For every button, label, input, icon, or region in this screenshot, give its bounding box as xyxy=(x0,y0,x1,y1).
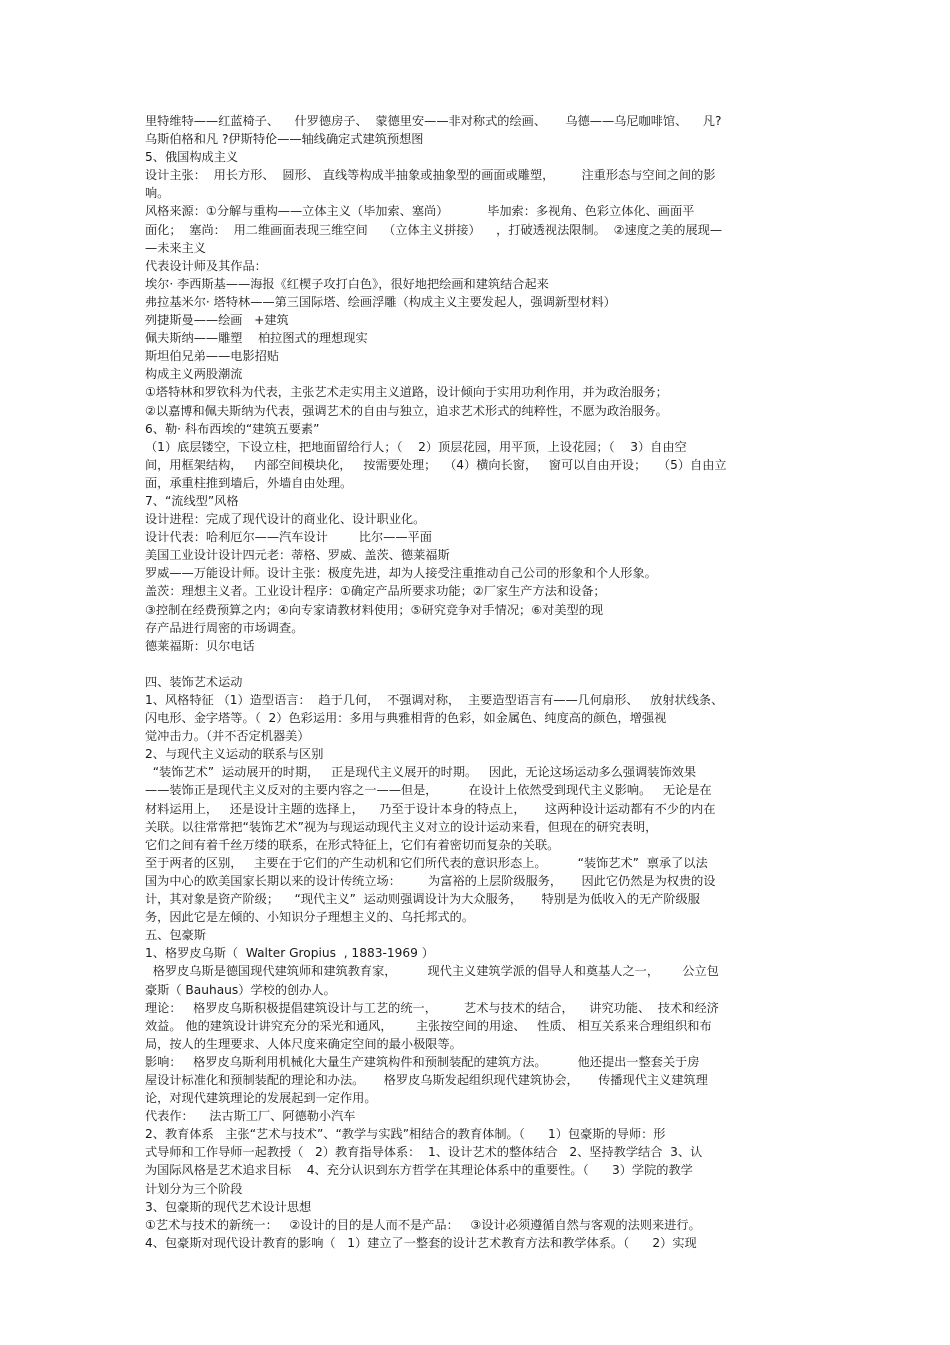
text-line: 局，按人的生理要求、人体尺度来确定空间的最小极限等。 xyxy=(145,1036,462,1051)
text-line: 效益。 他的建筑设计讲究充分的采光和通风， 主张按空间的用途、 性质、 相互关系来合理组织和布 xyxy=(145,1018,712,1033)
text-line: 至于两者的区别， 主要在于它们的产生动机和它们所代表的意识形态上。 “装饰艺术” 禀承了以法 xyxy=(145,855,708,870)
text-line: 设计进程：完成了现代设计的商业化、设计职业化。 xyxy=(145,512,426,527)
blank-line xyxy=(145,655,810,673)
text-line: 2、与现代主义运动的联系与区别 xyxy=(145,747,324,762)
text-line: 为国际风格是艺术追求目标 4、充分认识到东方哲学在其理论体系中的重要性。（ 3）学院的教学 xyxy=(145,1163,693,1178)
text-line: 觉冲击力。（并不否定机器美） xyxy=(145,729,310,744)
text-line: 代表设计师及其作品： xyxy=(145,258,267,273)
text-line: 面化； 塞尚： 用二维画面表现三维空间 （立体主义拼接） ，打破透视法限制。 ②速度之美的展现— xyxy=(145,222,723,237)
text-line: 斯坦伯兄弟——电影招贴 xyxy=(145,349,280,364)
text-line: 弗拉基米尔· 塔特林——第三国际塔、绘画浮雕（构成主义主要发起人，强调新型材料） xyxy=(145,294,616,309)
text-line: 计，其对象是资产阶级； “现代主义” 运动则强调设计为大众服务， 特别是为低收入的无产阶级服 xyxy=(145,892,700,907)
text-line: “装饰艺术” 运动展开的时期， 正是现代主义展开的时期。 因此，无论这场运动多么强调装饰效果 xyxy=(145,765,697,780)
text-line: （1）底层镂空，下设立柱，把地面留给行人；（ 2）顶层花园，用平顶，上设花园；（ 3）自由空 xyxy=(145,439,687,454)
text-line: 5、俄国构成主义 xyxy=(145,150,239,165)
text-line: 格罗皮乌斯是德国现代建筑师和建筑教育家， 现代主义建筑学派的倡导人和奠基人之一， 公立包 xyxy=(145,964,719,979)
text-line: 五、包豪斯 xyxy=(145,928,206,943)
text-line: 列捷斯曼——绘画 +建筑 xyxy=(145,313,289,328)
text-line: 6、勒· 科布西埃的“建筑五要素” xyxy=(145,421,320,436)
text-line: —未来主义 xyxy=(145,240,206,255)
text-line: 存产品进行周密的市场调查。 xyxy=(145,620,304,635)
text-line: 闪电形、金字塔等。（ 2）色彩运用：多用与典雅相背的色彩，如金属色、纯度高的颜色，增强视 xyxy=(145,711,667,726)
text-line: 影响： 格罗皮乌斯利用机械化大量生产建筑构件和预制装配的建筑方法。 他还提出一整套关于房 xyxy=(145,1054,700,1069)
text-line: ①塔特林和罗钦科为代表，主张艺术走实用主义道路，设计倾向于实用功利作用，并为政治服务； xyxy=(145,385,668,400)
text-line: 4、包豪斯对现代设计教育的影响（ 1）建立了一整套的设计艺术教育方法和教学体系。（ 2）实现 xyxy=(145,1235,697,1250)
document-body xyxy=(145,112,810,1252)
text-line: 关联。以往常常把“装饰艺术”视为与现运动现代主义对立的设计运动来看，但现在的研究表明， xyxy=(145,819,658,834)
text-line: 设计主张： 用长方形、 圆形、 直线等构成半抽象或抽象型的画面或雕塑， 注重形态与空间之间的影 xyxy=(145,168,716,183)
text-line: 式导师和工作导师一起教授（ 2）教育指导体系： 1、设计艺术的整体结合 2、坚持教学结合 3、认 xyxy=(145,1145,703,1160)
text-line: 德莱福斯：贝尔电话 xyxy=(145,638,255,653)
text-line: 里特维特——红蓝椅子、 什罗德房子、 蒙德里安——非对称式的绘画、 乌德——乌尼咖啡馆、 凡? xyxy=(145,114,722,128)
text-line: 1、格罗皮乌斯（ Walter Gropius , 1883-1969 ） xyxy=(145,946,434,961)
text-line: 材料运用上， 还是设计主题的选择上， 乃至于设计本身的特点上， 这两种设计运动都有不少的内在 xyxy=(145,801,716,816)
text-line: 面，承重柱推到墙后，外墙自由处理。 xyxy=(145,475,353,490)
text-line: ——装饰正是现代主义反对的主要内容之一——但是， 在设计上依然受到现代主义影响。 无论是在 xyxy=(145,783,712,798)
text-line: 理论： 格罗皮乌斯积极提倡建筑设计与工艺的统一， 艺术与技术的结合， 讲究功能、 技术和经济 xyxy=(145,1000,719,1015)
text-line: 它们之间有着千丝万缕的联系，在形式特征上，它们有着密切而复杂的关联。 xyxy=(145,837,560,852)
text-line: 计划分为三个阶段 xyxy=(145,1181,243,1196)
text-line: 论，对现代建筑理论的发展起到一定作用。 xyxy=(145,1091,377,1106)
text-line: 佩夫斯纳——雕塑 柏拉图式的理想现实 xyxy=(145,331,368,346)
text-line: 乌斯伯格和凡 ?伊斯特伦——轴线确定式建筑预想图 xyxy=(145,132,424,147)
text-line: 豪斯（ Bauhaus）学校的创办人。 xyxy=(145,982,336,997)
text-line: 四、装饰艺术运动 xyxy=(145,674,243,689)
text-line: 埃尔· 李西斯基——海报《红楔子攻打白色》，很好地把绘画和建筑结合起来 xyxy=(145,276,549,291)
text-line: 间，用框架结构， 内部空间模块化， 按需要处理； （4）横向长窗， 窗可以自由开设； （5）自由立 xyxy=(145,457,727,472)
text-line: 1、风格特征 （1）造型语言： 趋于几何， 不强调对称， 主要造型语言有——几何扇形、 放射状线条、 xyxy=(145,693,724,707)
text-line: ①艺术与技术的新统一： ②设计的目的是人而不是产品： ③设计必须遵循自然与客观的法则来进行。 xyxy=(145,1217,701,1232)
text-line: 美国工业设计设计四元老：蒂格、罗威、盖茨、德莱福斯 xyxy=(145,548,450,563)
text-line: 设计代表：哈利厄尔——汽车设计 比尔——平面 xyxy=(145,530,432,545)
text-line: 国为中心的欧美国家长期以来的设计传统立场： 为富裕的上层阶级服务， 因此它仍然是为权贵的设 xyxy=(145,873,716,888)
text-line: 3、包豪斯的现代艺术设计思想 xyxy=(145,1199,312,1214)
text-line: 2、教育体系 主张“艺术与技术”、“教学与实践”相结合的教育体制。（ 1）包豪斯的导师：形 xyxy=(145,1127,666,1142)
text-line: 7、“流线型”风格 xyxy=(145,493,239,508)
text-line: 罗威——万能设计师。设计主张：极度先进，却为人接受注重推动自己公司的形象和个人形象。 xyxy=(145,566,657,581)
text-line: 构成主义两股潮流 xyxy=(145,367,243,382)
text-line: 风格来源：①分解与重构——立体主义（毕加索、塞尚） 毕加索：多视角、色彩立体化、画面平 xyxy=(145,204,695,219)
text-line: 响。 xyxy=(145,186,170,201)
text-line: 代表作： 法古斯工厂、阿德勒小汽车 xyxy=(145,1109,356,1124)
text-line: 屋设计标准化和预制装配的理论和办法。 格罗皮乌斯发起组织现代建筑协会， 传播现代主义建筑理 xyxy=(145,1072,708,1087)
text-line: 盖茨：理想主义者。工业设计程序：①确定产品所要求功能；②厂家生产方法和设备； xyxy=(145,584,606,599)
text-line: ③控制在经费预算之内；④向专家请教材料使用；⑤研究竞争对手情况；⑥对美型的现 xyxy=(145,602,604,617)
text-line: 务，因此它是左倾的、小知识分子理想主义的、乌托邦式的。 xyxy=(145,910,475,925)
text-line: ②以嘉博和佩夫斯纳为代表，强调艺术的自由与独立，追求艺术形式的纯粹性，不愿为政治服务。 xyxy=(145,403,668,418)
